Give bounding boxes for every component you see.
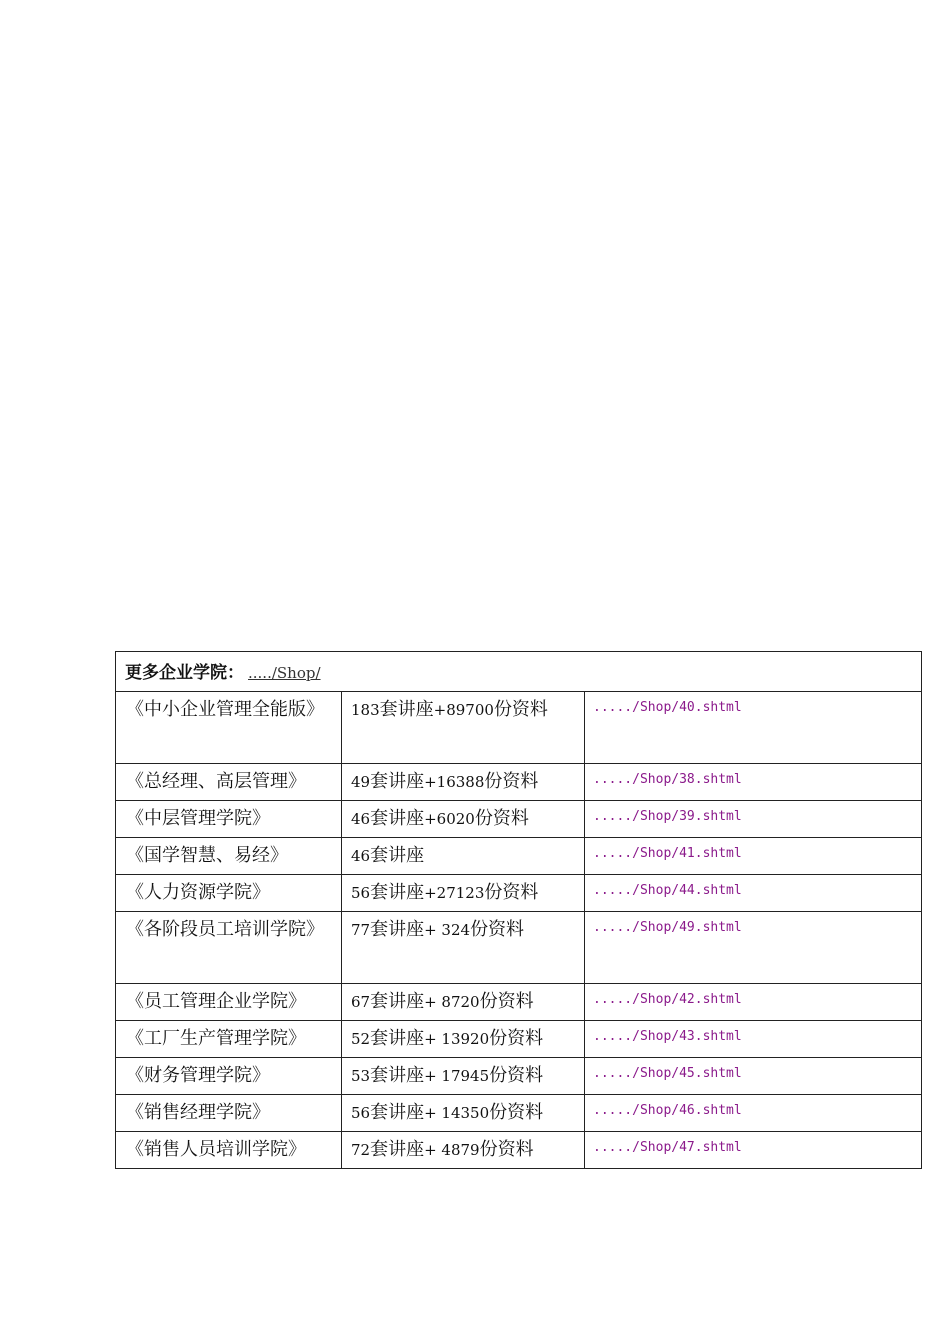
academy-count-cell: 46套讲座: [342, 838, 585, 875]
academy-name-cell: 《中层管理学院》: [116, 801, 342, 838]
academy-name-cell: 《中小企业管理全能版》: [116, 692, 342, 764]
academy-link-cell[interactable]: ...../Shop/41.shtml: [585, 838, 922, 875]
academy-count-cell: 49套讲座+16388份资料: [342, 764, 585, 801]
table-row: [116, 692, 922, 764]
table-header-cell: [116, 652, 922, 692]
academy-link-cell[interactable]: ...../Shop/45.shtml: [585, 1058, 922, 1095]
academy-link-cell[interactable]: ...../Shop/38.shtml: [585, 764, 922, 801]
table-row: [116, 764, 922, 801]
academy-name-cell: 《总经理、高层管理》: [116, 764, 342, 801]
academy-count-cell: 56套讲座+27123份资料: [342, 875, 585, 912]
academy-name-cell: 《国学智慧、易经》: [116, 838, 342, 875]
academy-count-cell: 183套讲座+89700份资料: [342, 692, 585, 764]
academy-count-cell: 67套讲座+ 8720份资料: [342, 984, 585, 1021]
table-header-row: [116, 652, 922, 692]
header-title: 更多企业学院：: [125, 663, 244, 683]
academy-link-cell[interactable]: ...../Shop/43.shtml: [585, 1021, 922, 1058]
academy-name-cell: 《销售人员培训学院》: [116, 1132, 342, 1169]
table-row: [116, 1132, 922, 1169]
academy-count-cell: 72套讲座+ 4879份资料: [342, 1132, 585, 1169]
table-row: [116, 912, 922, 984]
table-row: [116, 1058, 922, 1095]
table-row: [116, 801, 922, 838]
academy-link-cell[interactable]: ...../Shop/46.shtml: [585, 1095, 922, 1132]
academy-name-cell: 《财务管理学院》: [116, 1058, 342, 1095]
header-shop-link[interactable]: ...../Shop/: [248, 664, 321, 682]
academy-name-cell: 《销售经理学院》: [116, 1095, 342, 1132]
academy-link-cell[interactable]: ...../Shop/44.shtml: [585, 875, 922, 912]
academy-link-cell[interactable]: ...../Shop/39.shtml: [585, 801, 922, 838]
academy-name-cell: 《各阶段员工培训学院》: [116, 912, 342, 984]
academy-link-cell[interactable]: ...../Shop/40.shtml: [585, 692, 922, 764]
academy-table-body: [116, 652, 922, 1169]
academy-table: [115, 651, 922, 1169]
academy-count-cell: 77套讲座+ 324份资料: [342, 912, 585, 984]
academy-count-cell: 52套讲座+ 13920份资料: [342, 1021, 585, 1058]
academy-count-cell: 46套讲座+6020份资料: [342, 801, 585, 838]
academy-count-cell: 53套讲座+ 17945份资料: [342, 1058, 585, 1095]
academy-link-cell[interactable]: ...../Shop/42.shtml: [585, 984, 922, 1021]
table-row: [116, 1021, 922, 1058]
academy-name-cell: 《人力资源学院》: [116, 875, 342, 912]
table-row: [116, 838, 922, 875]
academy-name-cell: 《工厂生产管理学院》: [116, 1021, 342, 1058]
table-row: [116, 984, 922, 1021]
academy-link-cell[interactable]: ...../Shop/49.shtml: [585, 912, 922, 984]
academy-count-cell: 56套讲座+ 14350份资料: [342, 1095, 585, 1132]
table-row: [116, 875, 922, 912]
academy-link-cell[interactable]: ...../Shop/47.shtml: [585, 1132, 922, 1169]
table-row: [116, 1095, 922, 1132]
academy-name-cell: 《员工管理企业学院》: [116, 984, 342, 1021]
